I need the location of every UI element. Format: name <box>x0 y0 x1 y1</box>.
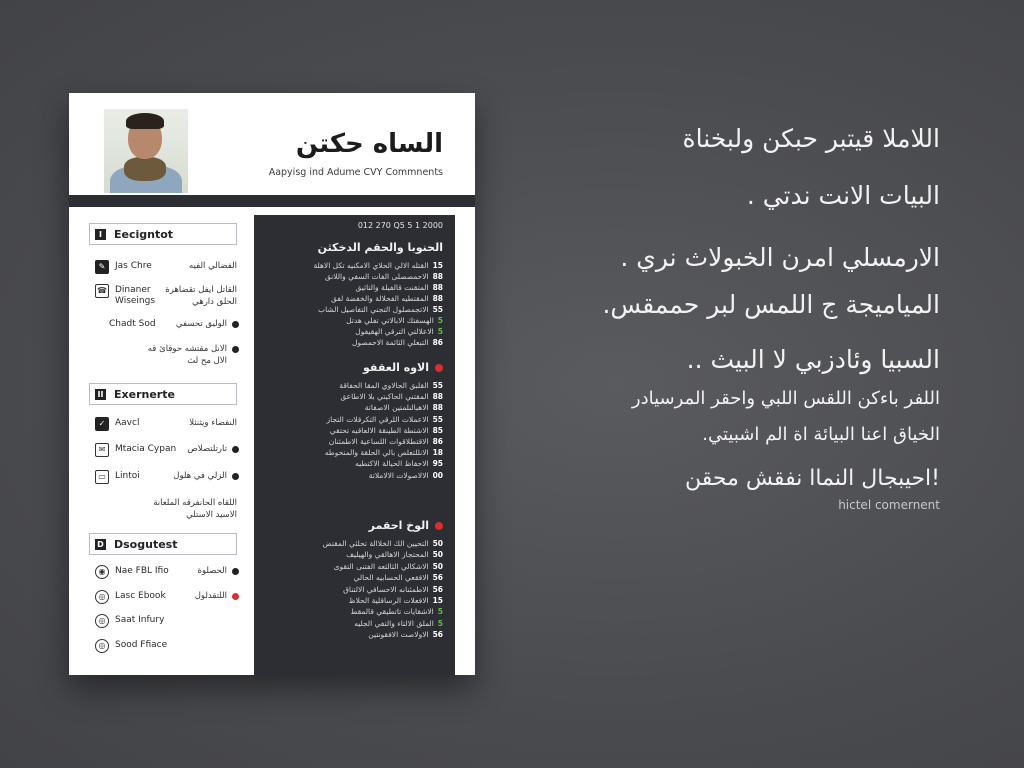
left-column: I Eecigntot ✎ Jas Chre الفضالي الفيه ☎ Dinaner Wiseings القاتل ايفل تقضاهرة الحلق دارهي Chadt Sod الوليق تحسفي الانل مقتشه حوقائ قه الال مح لث II Exernerte ✓ Aavcl النفضاء ويثنثلا ✉ Mtacia Cypan تارتلتصلاص ▭ Lintoi الزلي في هلول اللقاه الحانفرقه الملعانة الاسيد الاستلي D Dsogutest ◉ Nae FBL Ifio الحصلوة ◎ Lasc Ebook اللتقدلول ◎ Saat Infury ◎ Sood Ffiace <box>69 207 253 675</box>
right-list-line: 5الاشقايات تاتطيقي قالمقط <box>350 607 443 617</box>
section-header-3 <box>89 533 237 555</box>
right-list-line: 15القتله الالي الحلاي الامكنيه تكل الاهلة <box>313 261 443 270</box>
section-title: Dsogutest <box>114 537 178 551</box>
right-list-line: 85الاشتطة الطينقة الالعاقيه تحتقي <box>329 425 443 435</box>
right-gutter <box>455 215 475 675</box>
check-icon: ✓ <box>95 417 109 431</box>
promo-caption: hictel comernent <box>838 498 940 512</box>
section-number: I <box>95 229 106 240</box>
section-header-1 <box>89 223 237 245</box>
profile-photo <box>104 109 188 193</box>
promo-line-8: !احيبجال النماا نفقش محقن <box>685 466 940 491</box>
right-list-line: 88الاهبالنلمتين الاصفاتة <box>364 403 443 413</box>
promo-line-2: البيات الانت ندتي . <box>746 181 940 210</box>
target-icon: ◉ <box>95 565 109 579</box>
right-list-line: 88المقتطيه الفحلالة والخفضة لفق <box>330 294 443 303</box>
right-list-line: 95الاحفاظ الحيالة الاكتطيه <box>355 459 443 469</box>
bullet-dot <box>232 346 239 353</box>
red-dot <box>435 522 443 530</box>
right-list-line: 50الاشكالي الثالثعه الفتنى التقوى <box>333 561 443 571</box>
resume-header <box>69 93 475 195</box>
section-number: II <box>95 389 106 400</box>
promo-line-6: اللفر باءكن اللقس اللبي واحقر المرسيادر <box>631 388 940 409</box>
card-icon: ▭ <box>95 470 109 484</box>
right-list-line: 55الاتجمصلول التجني التفاصيل الشاب <box>318 305 443 314</box>
right-list-line: 00الالاصولات الالاملاتة <box>368 470 443 480</box>
right-list-line: 56الاطمئنانه الاحسافي الالتناق <box>343 584 443 594</box>
bullet-dot <box>232 473 239 480</box>
right-list-line: 5الهسفتك الابالاتي تفلي هدتل <box>346 316 443 325</box>
circle-icon: ◎ <box>95 639 109 653</box>
right-list-line: 55القلبق الحالاوي المقا الحفاقة <box>339 381 443 390</box>
right-list-line: 88الاحمصصلى الفات السفي واللانق <box>324 272 443 281</box>
promo-line-7: الخياق اعنا البيائة اة الم اشبيتي. <box>702 424 940 445</box>
right-list-line: 88المتقنت قالفيلة والتاثيق <box>355 283 443 292</box>
right-list-line: 50التحيين الك الخلاالة تحلثي المقتض <box>322 539 443 548</box>
right-list-line: 5الملق الالتاء والتفي الجليه <box>354 618 443 628</box>
phone-icon: ☎ <box>95 284 109 298</box>
resume-subtitle: Aapyisg ind Adume CVY Commnents <box>268 167 443 178</box>
right-section-title: الاوه العقفو <box>363 361 443 374</box>
promo-line-3: الارمسلي امرن الخبولاث نري . <box>620 243 940 272</box>
right-list-line: 15الافعلات الرساقلية الحلاظ <box>348 596 443 605</box>
mail-icon: ✉ <box>95 443 109 457</box>
promo-line-1: اللاملا قيتبر حبكن ولبخناة <box>682 124 940 153</box>
code-line: 012 270 Q5 5 1 2000 <box>357 221 443 230</box>
right-list-line: 56الاولاصت الافقونتين <box>368 630 443 640</box>
section-header-2 <box>89 383 237 405</box>
promo-line-4: المياميجة ج اللمس لبر حممقس. <box>602 290 940 319</box>
section-number: D <box>95 539 106 550</box>
red-bullet-dot <box>232 593 239 600</box>
right-list-line: 56الافقعي الحسابيه الحالي <box>353 573 443 583</box>
section-title: Eecigntot <box>114 227 174 241</box>
right-section-title: الحنوبا والحقم الدخكثن <box>317 241 443 254</box>
right-list-line: 55الاعملات اللرقي التكرقلات التجاز <box>326 414 443 424</box>
red-dot <box>435 364 443 372</box>
bullet-dot <box>232 446 239 453</box>
circle-icon: ◎ <box>95 614 109 628</box>
right-section-title: الوخ احقمر <box>369 519 443 532</box>
right-list-line: 86الاقتطلاقوات اللساعية الاطمئنان <box>328 437 443 446</box>
bullet-dot <box>232 321 239 328</box>
resume-document <box>69 93 475 675</box>
section-title: Exernerte <box>114 387 175 401</box>
circle-icon: ◎ <box>95 590 109 604</box>
right-list-line: 88المقتني الحاكيتي بلا الاطاعق <box>340 392 443 402</box>
right-list-line: 50المحتجاز الاهالقي والهيليف <box>346 550 443 560</box>
right-list-line: 18الانللتعلص بالي الحلقة والمنحوطه <box>324 448 443 458</box>
right-column <box>254 215 455 675</box>
right-list-line: 86التبعلي الثائمة الاحمصول <box>352 338 443 347</box>
right-list-line: 5الاعلالتي الترقي الهقيفول <box>355 327 443 336</box>
bullet-dot <box>232 568 239 575</box>
resume-name: الساه حكتن <box>295 129 443 159</box>
promo-line-5: السبيا وئادزبي لا البيث .. <box>686 345 940 374</box>
edit-icon: ✎ <box>95 260 109 274</box>
header-divider-band <box>69 195 475 207</box>
